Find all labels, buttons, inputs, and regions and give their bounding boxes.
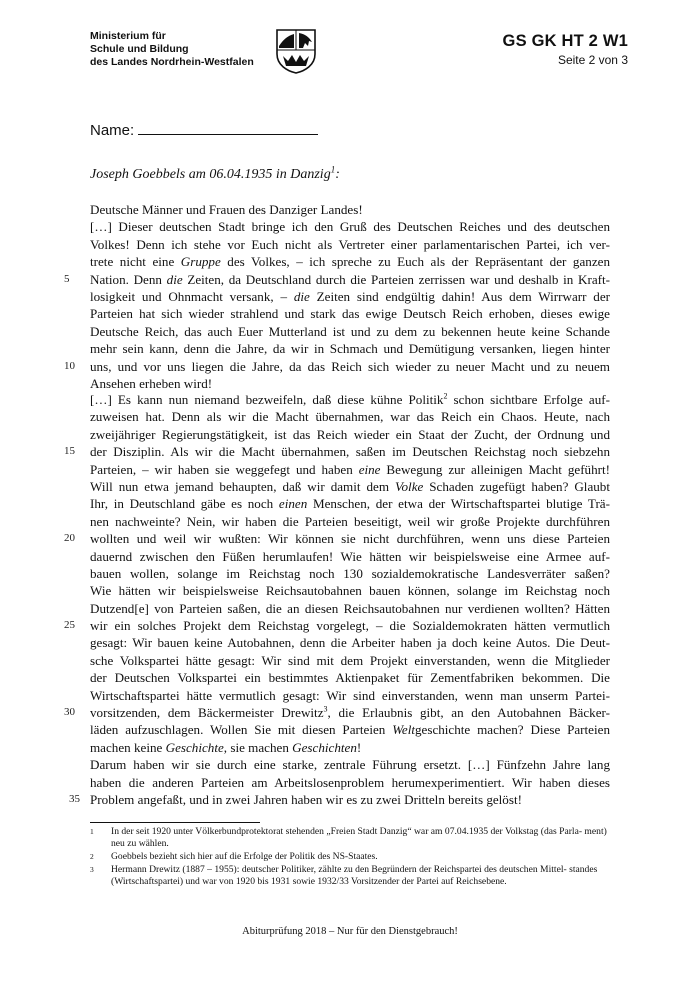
text-line: 20 wollten und weil wir wußten: Wir können sie nicht durchführen, wenn uns diese Parteien (64, 531, 610, 547)
text-line: zweijähriger Regierungstätigkeit, ist das Reich wieder ein Staat der Zucht, der Ordnung und (90, 426, 610, 442)
salutation: Deutsche Männer und Frauen des Danziger Landes! (90, 202, 363, 217)
footnote-number: 2 (90, 852, 94, 861)
page-indicator: Seite 2 von 3 (557, 53, 628, 67)
page-footer: Abiturprüfung 2018 – Nur für den Dienstgebrauch! (242, 926, 458, 937)
footnote (90, 864, 610, 888)
nrw-coat-of-arms-icon (275, 28, 317, 74)
text-line: haben die anderen Parteien am Arbeitslosenproblem herumexperimentiert. Wir haben dieses (90, 774, 610, 790)
line-number: 15 (64, 445, 75, 458)
text-line: sche Volkspartei hätte gesagt: Wir sind mit dem Projekt einverstanden, wenn die Mitglieder (90, 652, 610, 668)
source-heading-text: Joseph Goebbels am 06.04.1935 in Danzig (90, 167, 331, 182)
ministry-line: des Landes Nordrhein-Westfalen (90, 56, 254, 68)
name-field (90, 119, 318, 139)
text-line: […] Dieser deutschen Stadt bringe ich den Gruß des Deutschen Reiches und des deutschen (90, 219, 610, 235)
footnote-ref: 1 (330, 164, 336, 175)
ministry-line: Ministerium für (90, 30, 166, 42)
line-number: 10 (64, 359, 75, 372)
text-line: trete nicht eine Gruppe des Volkes, – ich spreche zu Euch als der Repräsentant der ganzen (90, 254, 610, 270)
text-line: nen nachweinte? Nein, wir haben die Parteien beseitigt, weil wir große Projekte durchführen (90, 513, 610, 529)
footnote-number: 3 (90, 865, 94, 874)
text-line: dauernd zwischen den Füßen herumlaufen! Wie hätten wir beispielsweise eine Armee auf- (90, 548, 610, 564)
text-line: bauen wollen, solange im Reichstag noch 130 sozialdemokratische Landesverräter saßen? (90, 565, 610, 581)
text-line: losigkeit und Ohnmacht versank, – die Zeiten sind endgültig dahin! Aus dem Wirrwarr der (90, 288, 610, 304)
line-number: 35 (69, 792, 80, 805)
footnote-text: Goebbels bezieht sich hier auf die Erfolge der Politik des NS-Staates. (111, 851, 378, 862)
text-line: zuweisen hat. Denn als wir die Macht übernahmen, war das Reich ein Chaos. Heute, nach (90, 409, 610, 425)
name-label: Name: (90, 122, 135, 139)
text-line: Dutzend[e] von Parteien saßen, die an diesen Reichsautobahnen nur verdienen wollten? Hätten (90, 600, 610, 616)
text-line: […] Es kann nun niemand bezweifeln, daß diese kühne Politik$^2$ schon sichtbare Erfolge auf- (90, 391, 610, 407)
footnote-divider (90, 822, 260, 823)
text-line: mehr sein kann, denn die Jahre, da wir in Schmach und Demütigung versanken, liegen hinter (90, 341, 610, 357)
text-line: 5 Nation. Denn die Zeiten, da Deutschland durch die Parteien zerrissen war und deshalb in Kraft- (64, 271, 610, 287)
name-blank-line[interactable] (138, 119, 318, 135)
text-line: Parteien hat sich wieder strahlend und stark das ewige Deutsch Reich erhoben, dieses ewige (90, 306, 610, 322)
line-number: 25 (64, 619, 75, 632)
text-line: 35 Problem angefaßt, und in zwei Jahren haben wir es zu zwei Dritteln bereits gelöst! (90, 791, 610, 808)
ministry-name (90, 30, 254, 69)
footnote-text: In der seit 1920 unter Völkerbundprotektorat stehenden „Freien Stadt Danzig“ war am 07.04.1935 der Volkstag (das Parla- ment) neu zu wählen. (111, 826, 607, 849)
speech-text (64, 201, 610, 392)
text-line: Volkes! Denn ich stehe vor Euch nicht als Vertreter einer parlamentarischen Partei, ich ver- (90, 236, 610, 252)
footnote-text: Hermann Drewitz (1887 – 1955): deutscher Politiker, zählte zu den Begründern der Reichspartei des deutschen Mittel- standes (Wirtschaftspartei) und war von 1920 bis 1931 sowie 1932/33 Vorsitzender der Partei auf Reichsebene. (111, 864, 598, 887)
text-line: Deutsche Reich, das auch Euer Mutterland ist und zu dem zu bekennen heute keine Schande (90, 323, 610, 339)
source-heading-suffix: : (335, 167, 340, 182)
text-line: 30 vorsitzenden, dem Bäckermeister Drewitz$^3$, die Erlaubnis gibt, an den Autobahnen Bäcker- (64, 704, 610, 721)
text-line: Wie hätten wir beispielsweise Reichsautobahnen bauen können, solange im Reichstag noch (90, 583, 610, 599)
ministry-line: Schule und Bildung (90, 43, 189, 55)
text-line: 25 wir ein solches Projekt dem Reichstag vorgelegt, – die Sozialdemokraten hätten vermutlich (64, 618, 610, 634)
text-line: gesagt: Wir bauen keine Autobahnen, denn die Arbeiter haben ja doch keine Autos. Die Deut- (90, 635, 610, 651)
text-line: der Deutschen Volkspartei ein bestimmtes Aktienpaket für Zementfabriken bekommen. Die (90, 670, 610, 686)
line-number: 20 (64, 532, 75, 545)
text-line: machen keine Geschichte, sie machen Geschichten! (90, 739, 362, 755)
text-line: Wirtschaftspartei hätte vermutlich gesagt: Wir sind einverstanden, wenn man unserm Partei- (90, 687, 610, 703)
text-line: Darum haben wir sie durch eine starke, zentrale Führung ersetzt. […] Fünfzehn Jahre lang (90, 757, 610, 773)
source-heading (90, 164, 340, 183)
footnote (90, 851, 610, 863)
text-line: Ansehen erheben wird! (90, 375, 213, 391)
text-line: 10 uns, und vor uns liegen die Jahre, da das Reich sich wieder zu neuer Macht und zu neuem (64, 358, 610, 374)
line-number: 30 (64, 706, 75, 719)
footnote-number: 1 (90, 827, 94, 836)
exam-code-label: GS GK HT 2 W1 (502, 32, 628, 50)
line-number: 5 (64, 272, 70, 285)
text-line: Parteien, – wir haben sie weggefegt und haben eine Bewegung zur alleinigen Macht geführt! (90, 461, 611, 477)
text-line: läden aufzuschlagen. Wollen Sie mit diesen Parteien Weltgeschichte machen? Diese Parteien (90, 722, 610, 738)
footnote (90, 826, 610, 850)
text-line: Ihr, in Deutschland gäbe es noch einen Menschen, der etwa der Wirtschaftspartei blutige Trä- (90, 496, 610, 512)
text-line: Will nun etwa jemand behaupten, daß wir damit dem Volke Schaden zugefügt haben? Glaubt (90, 478, 610, 494)
speech-text-part-2 (64, 391, 611, 808)
text-line: 15 der Disziplin. Als wir die Macht übernahmen, saßen im Deutschen Reichstag noch siebzehn (64, 444, 610, 460)
footnotes (90, 826, 610, 889)
exam-code (503, 32, 628, 67)
